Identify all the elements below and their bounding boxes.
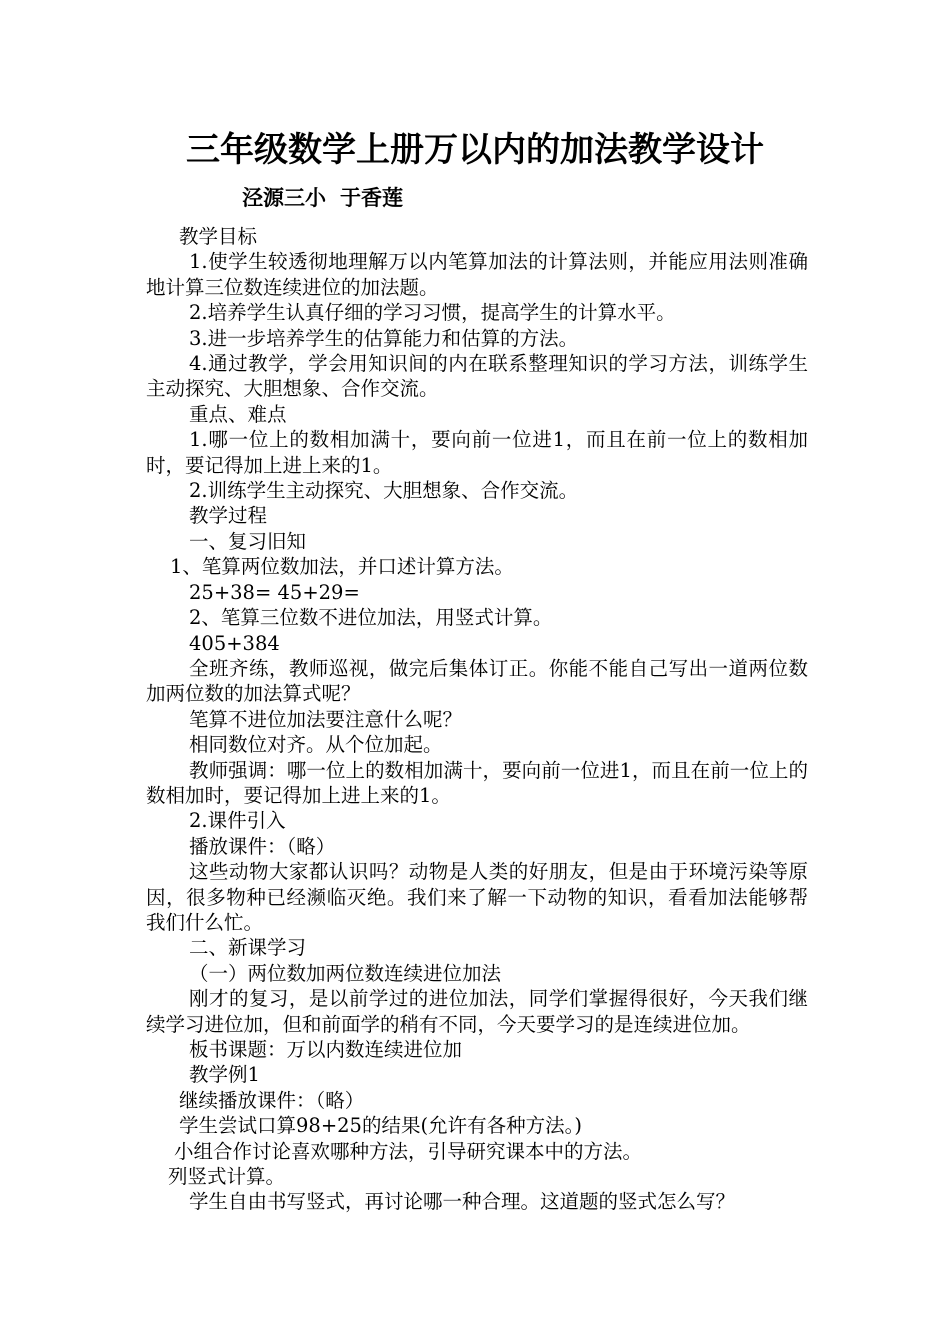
- paragraph: 重点、难点: [189, 402, 287, 426]
- paragraph: 小组合作讨论喜欢哪种方法，引导研究课本中的方法。: [174, 1139, 643, 1163]
- paragraph: 一、复习旧知: [189, 529, 307, 553]
- paragraph: 25+38= 45+29=: [189, 580, 360, 604]
- document-body: [146, 224, 808, 1215]
- paragraph: 4.通过教学，学会用知识间的内在联系整理知识的学习方法，训练学生主动探究、大胆想象、合作交流。: [146, 352, 808, 401]
- paragraph: 相同数位对齐。从个位加起。: [189, 733, 443, 757]
- paragraph: 405+384: [189, 631, 280, 655]
- paragraph: 2.培养学生认真仔细的学习习惯，提高学生的计算水平。: [189, 301, 676, 325]
- paragraph: 这些动物大家都认识吗？动物是人类的好朋友，但是由于环境污染等原因，很多物种已经濒临灭绝。我们来了解一下动物的知识，看看加法能够帮我们什么忙。: [146, 860, 808, 934]
- author-name: 于香莲: [340, 186, 403, 210]
- paragraph: 刚才的复习，是以前学过的进位加法，同学们掌握得很好，今天我们继续学习进位加，但和前面学的稍有不同，今天要学习的是连续进位加。: [146, 987, 808, 1036]
- paragraph: 笔算不进位加法要注意什么呢？: [189, 707, 463, 731]
- author-school: 泾源三小: [242, 186, 326, 210]
- paragraph: 列竖式计算。: [168, 1165, 286, 1189]
- paragraph: 1、笔算两位数加法，并口述计算方法。: [170, 555, 514, 579]
- author-line: [242, 182, 403, 214]
- paragraph: 播放课件：（略）: [189, 834, 336, 858]
- paragraph: 1.使学生较透彻地理解万以内笔算加法的计算法则，并能应用法则准确地计算三位数连续进位的加法题。: [146, 250, 808, 299]
- document-title: 三年级数学上册万以内的加法教学设计: [186, 130, 764, 170]
- paragraph: 二、新课学习: [189, 936, 307, 960]
- paragraph: 教学过程: [189, 504, 268, 528]
- paragraph: 学生自由书写竖式，再讨论哪一种合理。这道题的竖式怎么写？: [189, 1190, 736, 1214]
- paragraph: 学生尝试口算98+25的结果(允许有各种方法。): [179, 1114, 582, 1138]
- paragraph: 2.课件引入: [189, 809, 286, 833]
- paragraph: 全班齐练，教师巡视，做完后集体订正。你能不能自己写出一道两位数加两位数的加法算式呢？: [146, 656, 808, 706]
- paragraph: 继续播放课件：（略）: [179, 1088, 365, 1112]
- paragraph: 2、笔算三位数不进位加法，用竖式计算。: [189, 606, 553, 630]
- paragraph: 教学目标: [179, 225, 258, 248]
- paragraph: 板书课题：万以内数连续进位加: [189, 1038, 463, 1061]
- paragraph: 3.进一步培养学生的估算能力和估算的方法。: [189, 326, 579, 350]
- paragraph: （一）两位数加两位数连续进位加法: [189, 961, 502, 985]
- paragraph: 教师强调：哪一位上的数相加满十，要向前一位进1，而且在前一位上的数相加时，要记得加上进上来的1。: [146, 758, 808, 807]
- paragraph: 1.哪一位上的数相加满十，要向前一位进1，而且在前一位上的数相加时，要记得加上进上来的1。: [146, 428, 808, 477]
- paragraph: 教学例1: [189, 1063, 260, 1087]
- paragraph: 2.训练学生主动探究、大胆想象、合作交流。: [189, 479, 579, 503]
